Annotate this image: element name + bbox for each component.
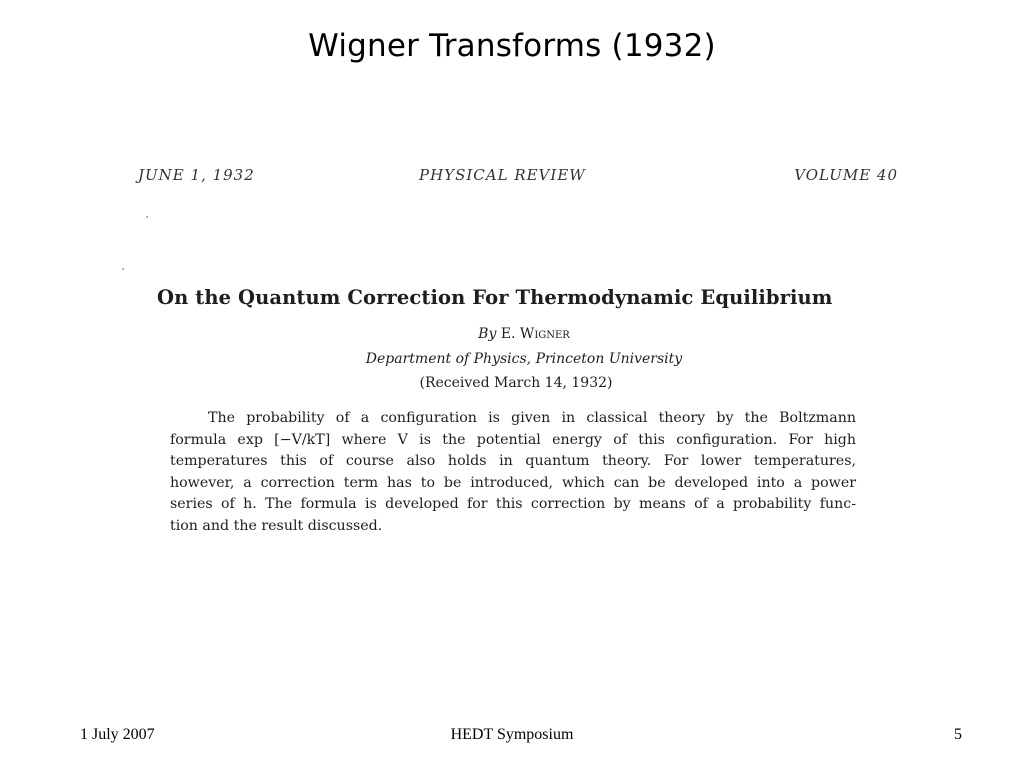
abstract-line: temperatures this of course also holds in quantum theory. For lower temperatures, — [170, 453, 856, 469]
journal-name: PHYSICAL REVIEW — [419, 166, 586, 184]
scan-speck — [146, 216, 148, 218]
abstract-line: however, a correction term has to be introduced, which can be developed into a power — [170, 474, 856, 491]
author-affiliation: Department of Physics, Princeton University — [365, 351, 683, 367]
abstract-line: series of h. The formula is developed for this correction by means of a probability func- — [170, 496, 856, 512]
page-number: 5 — [954, 726, 962, 743]
paper-title: On the Quantum Correction For Thermodynamic Equilibrium — [157, 286, 833, 309]
abstract — [170, 408, 856, 537]
author-name: E. Wigner — [500, 326, 570, 342]
byline-prefix: By — [478, 326, 497, 342]
byline — [12, 326, 1024, 342]
footer-date: 1 July 2007 — [80, 726, 155, 743]
scan-speck — [122, 268, 124, 270]
abstract-line: The probability of a configuration is given in classical theory by the Boltzmann — [208, 410, 856, 426]
slide-title: Wigner Transforms (1932) — [308, 28, 716, 64]
volume-number: VOLUME 40 — [794, 166, 898, 184]
abstract-line: tion and the result discussed. — [170, 517, 383, 534]
footer-event: HEDT Symposium — [450, 726, 574, 743]
issue-date: JUNE 1, 1932 — [138, 166, 255, 184]
received-date: (Received March 14, 1932) — [419, 375, 613, 391]
abstract-line: formula exp [−V/kT] where V is the potential energy of this configuration. For high — [170, 431, 856, 448]
